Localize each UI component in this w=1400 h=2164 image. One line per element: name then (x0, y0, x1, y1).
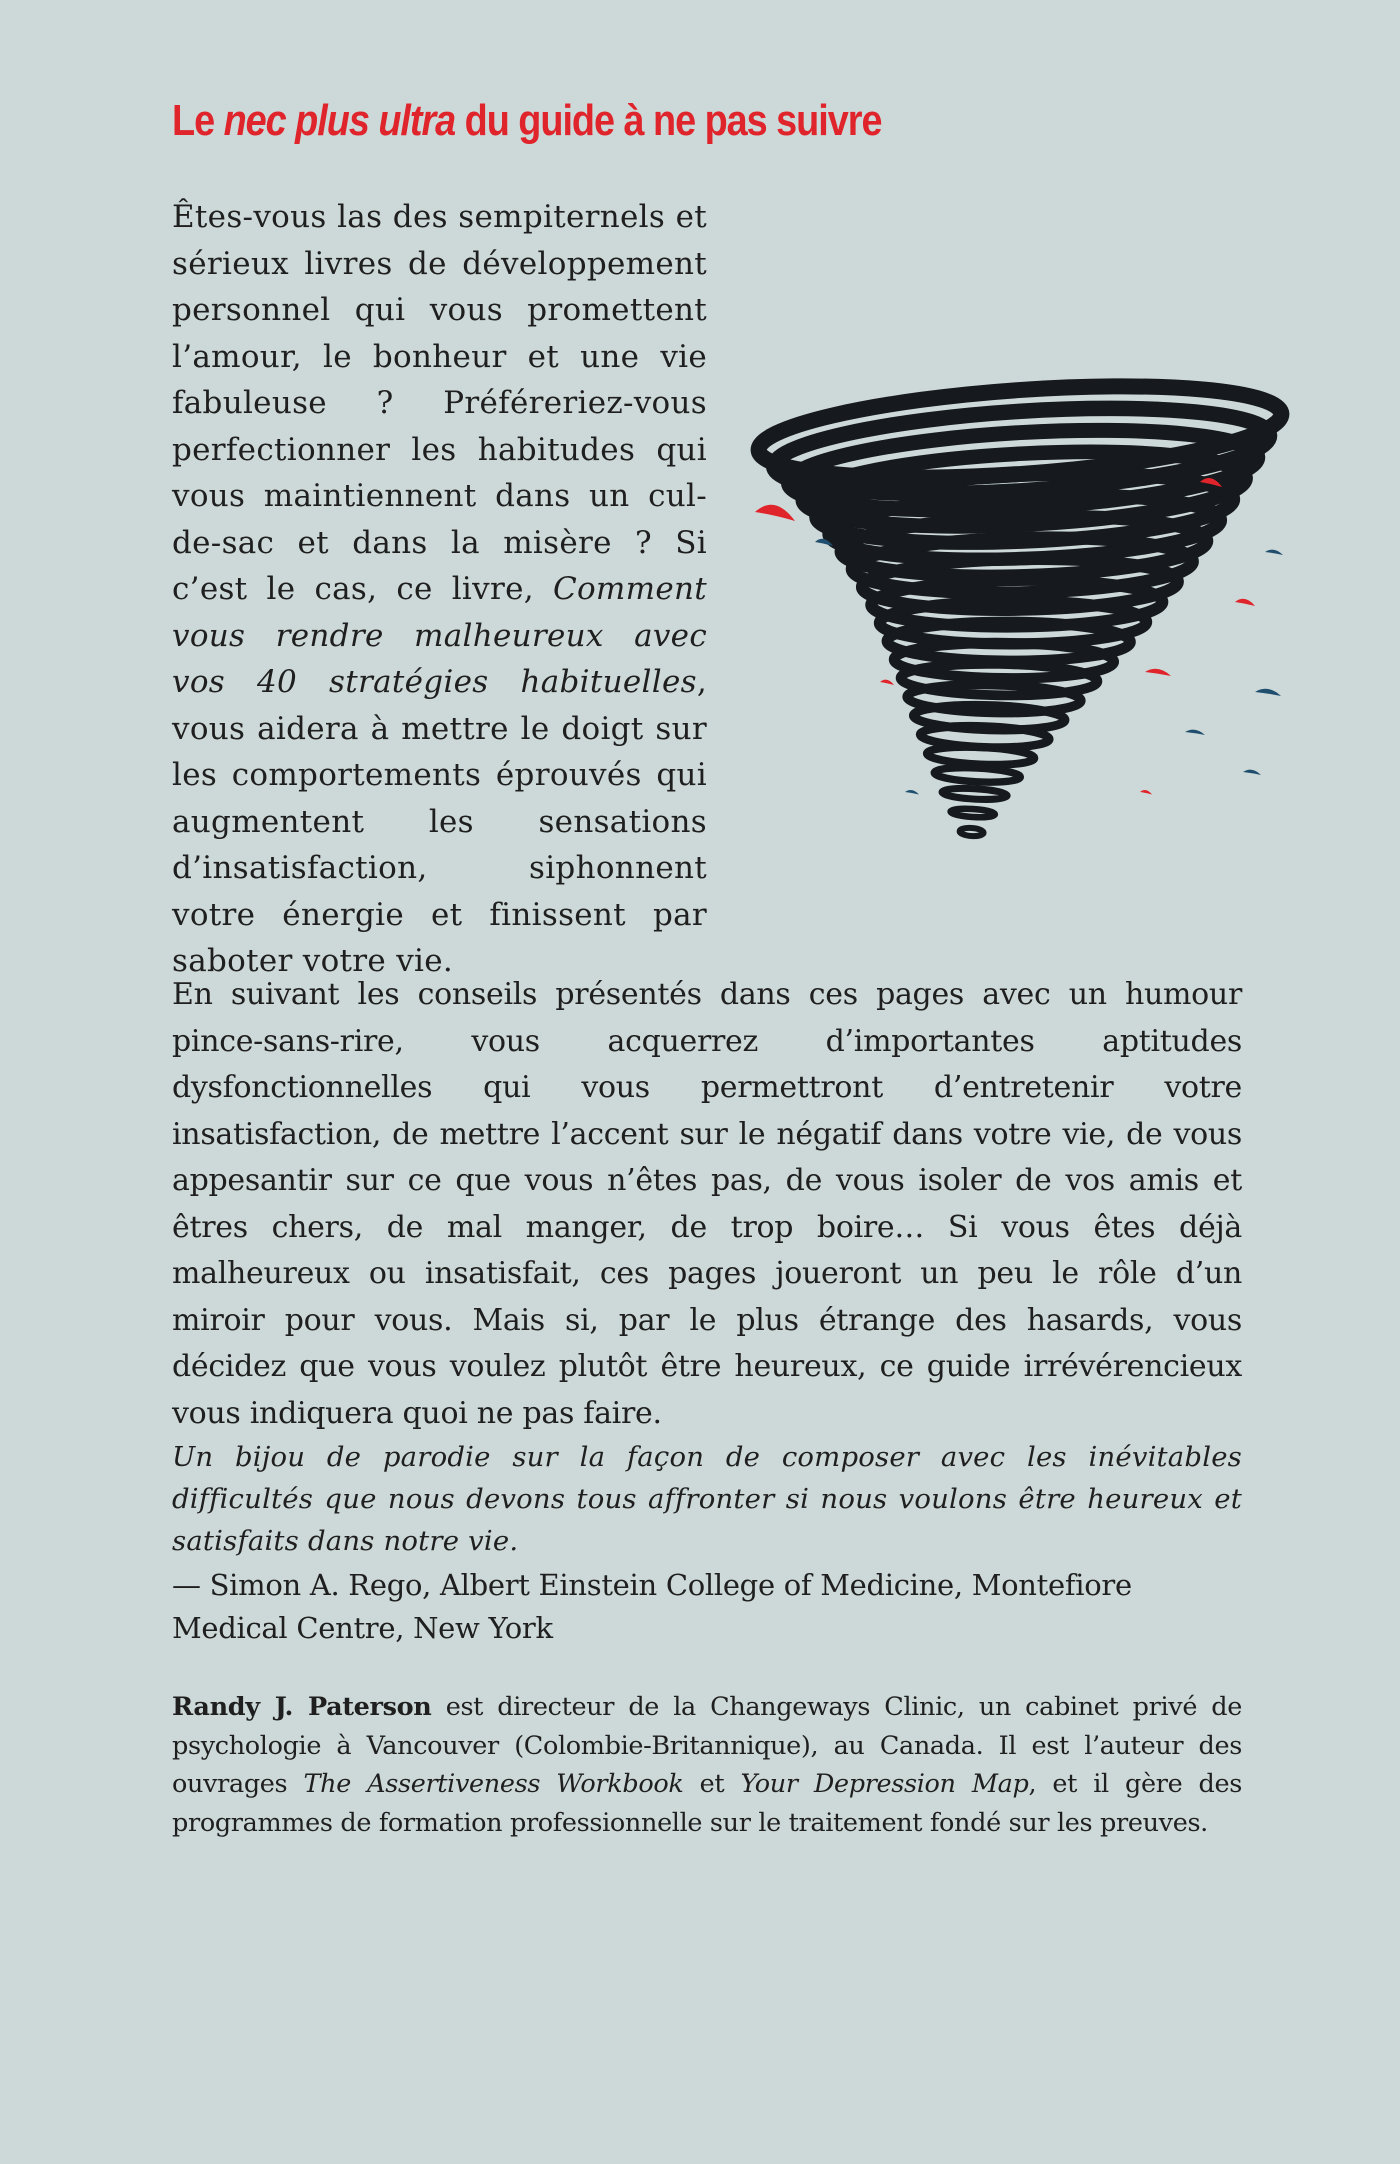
testimonial-attribution: — Simon A. Rego, Albert Einstein College of Medicine, Montefiore Medical Centre, New York (172, 1568, 1132, 1645)
debris-fragment (1255, 689, 1281, 696)
testimonial-quote: Un bijou de parodie sur la façon de composer avec les inévitables difficultés que nous devons tous affronter si nous voulons être heureux et satisfaits dans notre vie. (172, 1441, 1242, 1557)
debris-fragment (755, 505, 795, 521)
debris-fragment (1265, 550, 1283, 555)
debris-fragment (1145, 669, 1171, 676)
book-title-2: Your Depression Map (740, 1769, 1029, 1799)
tornado-ring (926, 745, 1034, 767)
debris-fragment (1185, 730, 1205, 735)
title-part-1: Le (172, 96, 224, 145)
tornado-ring (942, 787, 1008, 801)
author-name: Randy J. Paterson (172, 1692, 432, 1722)
debris-fragment (1235, 599, 1255, 606)
author-bio (172, 1688, 1242, 1842)
book-title: Comment vous rendre malheureux avec vos 40 stratégies habituelles (172, 571, 707, 700)
bio-text-2: et (683, 1769, 741, 1799)
title-part-3: du guide à ne pas suivre (455, 96, 882, 145)
book-title-1: The Assertiveness Workbook (303, 1769, 684, 1799)
debris-fragment (905, 790, 919, 795)
page-title (172, 96, 1118, 146)
body-paragraph: En suivant les conseils présentés dans ces pages avec un humour pince-sans-rire, vous acquerrez d’importantes aptitudes dysfonctionnelles qui vous permettront d’entretenir votre insatisfaction, de mettre l’accent sur le négatif dans votre vie, de vous appesantir sur ce que vous n’êtes pas, de vous isoler de vos amis et êtres chers, de mal manger, de trop boire… Si vous êtes déjà malheureux ou insatisfait, ces pages joueront un peu le rôle d’un miroir pour vous. Mais si, par le plus étrange des hasards, vous décidez que vous voulez plutôt être heureux, ce guide irrévérencieux vous indiquera quoi ne pas faire. (172, 977, 1242, 1431)
tornado-ring (950, 808, 995, 819)
debris-fragment (880, 680, 894, 685)
tornado-ring (934, 766, 1021, 784)
tornado-icon (745, 372, 1295, 892)
intro-text-2: , vous aidera à mettre le doigt sur les comportements éprouvés qui augmentent les sensations d’insatisfaction, siphonnent votre énergie et finissent par saboter votre vie. (172, 664, 707, 979)
tornado-ring (959, 827, 983, 837)
bio-text-3: , et il gère des programmes de formation professionnelle sur le traitement fondé sur les preuves. (172, 1769, 1243, 1838)
intro-text-1: Êtes-vous las des sempiternels et sérieux livres de développement personnel qui vous promettent l’amour, le bonheur et une vie fabuleuse ? Préféreriez-vous perfectionner les habitudes qui vous maintiennent dans un cul-de-sac et dans la misère ? Si c’est le cas, ce livre, (172, 199, 707, 607)
title-italic-phrase: nec plus ultra (223, 96, 456, 145)
debris-fragment (1140, 790, 1152, 795)
bio-text-1: est directeur de la Changeways Clinic, un cabinet privé de psychologie à Vancouver (Colombie-Britannique), au Canada. Il est l’auteur des ouvrages (172, 1692, 1242, 1799)
intro-paragraph (172, 194, 707, 985)
debris-fragment (1243, 770, 1261, 775)
